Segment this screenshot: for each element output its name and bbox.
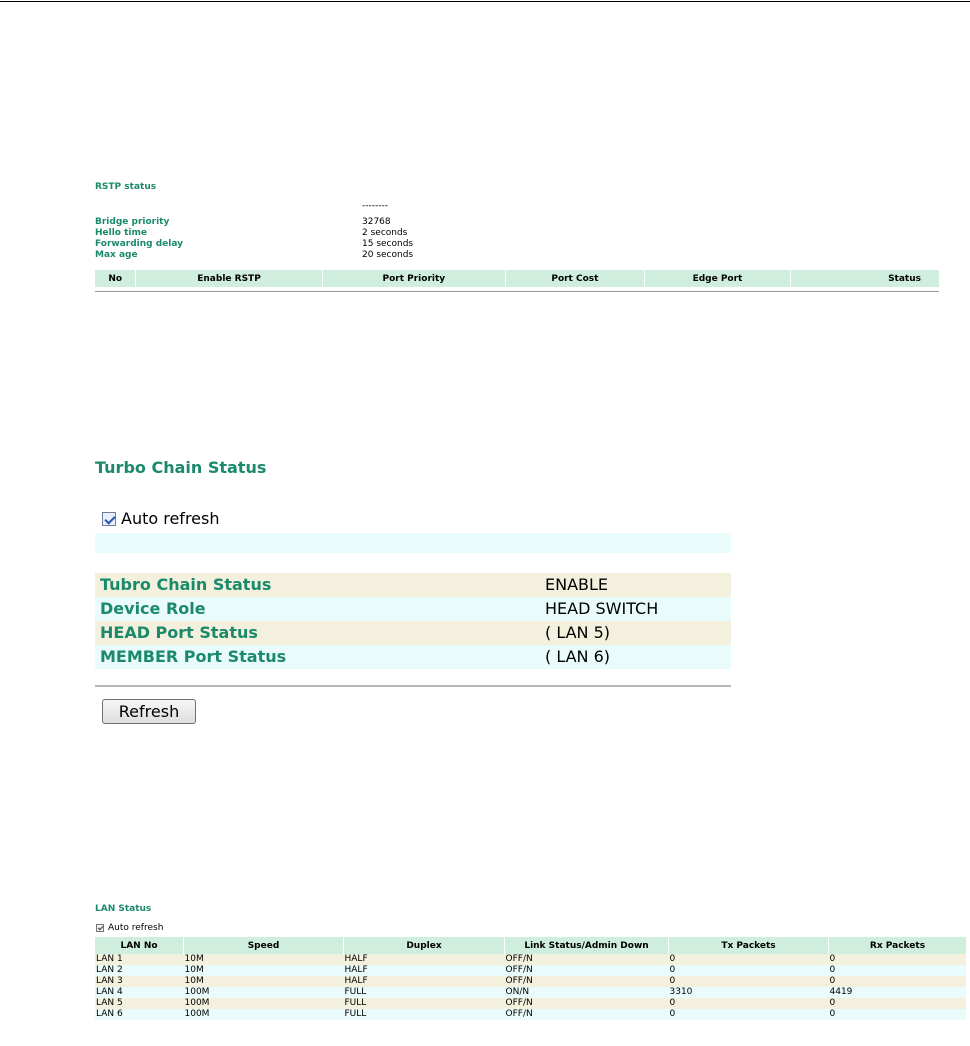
field-value: 32768: [362, 217, 391, 227]
rstp-row-max-age: [95, 250, 495, 261]
lan-table-header: [95, 937, 966, 954]
field-value: 15 seconds: [362, 239, 414, 249]
speed-cell: 100M: [184, 1009, 344, 1020]
speed-cell: 100M: [184, 987, 344, 998]
lan-no-cell: LAN 2: [95, 965, 184, 976]
rx-packets-cell: 4419: [829, 987, 967, 998]
column-header-duplex: Duplex: [344, 937, 505, 954]
rx-packets-cell: 0: [829, 1009, 967, 1020]
turbo-chain-status-table: [95, 573, 731, 669]
link-status-cell: OFF/N: [505, 976, 669, 987]
speed-cell: 10M: [184, 976, 344, 987]
field-value: ( LAN 5): [545, 623, 611, 642]
column-header-rx-packets: Rx Packets: [829, 937, 967, 954]
field-value: 2 seconds: [362, 228, 408, 238]
duplex-cell: HALF: [344, 965, 505, 976]
tc-row-chain-status: [95, 573, 731, 597]
column-header-lan-no: LAN No: [95, 937, 184, 954]
column-header-enable-rstp: Enable RSTP: [136, 270, 322, 287]
lan-no-cell: LAN 5: [95, 998, 184, 1009]
turbo-chain-blank-band: [95, 533, 731, 553]
speed-cell: 10M: [184, 954, 344, 965]
field-label: Hello time: [95, 228, 147, 238]
rstp-info-table: [95, 217, 495, 261]
tx-packets-cell: 0: [669, 1009, 829, 1020]
rx-packets-cell: 0: [829, 954, 967, 965]
field-value: 20 seconds: [362, 250, 414, 260]
tx-packets-cell: 3310: [669, 987, 829, 998]
field-value: HEAD SWITCH: [545, 599, 659, 618]
table-row: [95, 965, 966, 976]
column-header-port-priority: Port Priority: [322, 270, 506, 287]
lan-auto-refresh[interactable]: [96, 923, 163, 933]
table-row: [95, 998, 966, 1009]
top-border-line: [0, 1, 970, 2]
link-status-cell: OFF/N: [505, 998, 669, 1009]
link-status-cell: OFF/N: [505, 1009, 669, 1020]
field-label: Max age: [95, 250, 138, 260]
auto-refresh-label: Auto refresh: [121, 509, 220, 528]
field-value: ( LAN 6): [545, 647, 611, 666]
column-header-tx-packets: Tx Packets: [669, 937, 829, 954]
link-status-cell: ON/N: [505, 987, 669, 998]
tx-packets-cell: 0: [669, 965, 829, 976]
rstp-section-title: RSTP status: [95, 182, 157, 192]
auto-refresh-checkbox[interactable]: [102, 512, 116, 526]
link-status-cell: OFF/N: [505, 965, 669, 976]
rstp-dashes: --------: [362, 201, 388, 211]
duplex-cell: HALF: [344, 954, 505, 965]
rstp-row-forwarding-delay: [95, 239, 495, 250]
lan-no-cell: LAN 3: [95, 976, 184, 987]
duplex-cell: HALF: [344, 976, 505, 987]
field-label: MEMBER Port Status: [100, 647, 287, 666]
lan-auto-refresh-checkbox[interactable]: [96, 924, 104, 932]
lan-no-cell: LAN 1: [95, 954, 184, 965]
lan-auto-refresh-label: Auto refresh: [108, 923, 164, 933]
lan-status-table: [95, 937, 966, 1020]
turbo-chain-title: Turbo Chain Status: [95, 458, 267, 477]
turbo-chain-auto-refresh[interactable]: [102, 509, 219, 528]
column-header-status: Status: [791, 270, 939, 287]
field-label: Tubro Chain Status: [100, 575, 272, 594]
column-header-link-status: Link Status/Admin Down: [505, 937, 669, 954]
lan-status-title: LAN Status: [95, 904, 152, 914]
tc-row-member-port: [95, 645, 731, 669]
field-label: Device Role: [100, 599, 206, 618]
lan-no-cell: LAN 4: [95, 987, 184, 998]
duplex-cell: FULL: [344, 987, 505, 998]
tx-packets-cell: 0: [669, 976, 829, 987]
rx-packets-cell: 0: [829, 965, 967, 976]
tc-row-head-port: [95, 621, 731, 645]
field-label: Bridge priority: [95, 217, 170, 227]
field-value: ENABLE: [545, 575, 609, 594]
speed-cell: 100M: [184, 998, 344, 1009]
column-header-speed: Speed: [184, 937, 344, 954]
duplex-cell: FULL: [344, 1009, 505, 1020]
rstp-port-table: [95, 270, 939, 287]
rstp-row-bridge-priority: [95, 217, 495, 228]
column-header-port-cost: Port Cost: [506, 270, 645, 287]
rstp-divider: [95, 291, 939, 292]
turbo-chain-divider: [95, 685, 731, 687]
table-row: [95, 954, 966, 965]
rx-packets-cell: 0: [829, 976, 967, 987]
table-row: [95, 987, 966, 998]
column-header-edge-port: Edge Port: [644, 270, 790, 287]
duplex-cell: FULL: [344, 998, 505, 1009]
tc-row-device-role: [95, 597, 731, 621]
speed-cell: 10M: [184, 965, 344, 976]
rstp-row-hello-time: [95, 228, 495, 239]
link-status-cell: OFF/N: [505, 954, 669, 965]
field-label: Forwarding delay: [95, 239, 184, 249]
tx-packets-cell: 0: [669, 954, 829, 965]
column-header-no: No: [95, 270, 136, 287]
refresh-button[interactable]: Refresh: [102, 699, 196, 724]
table-row: [95, 976, 966, 987]
tx-packets-cell: 0: [669, 998, 829, 1009]
field-label: HEAD Port Status: [100, 623, 258, 642]
rstp-port-table-header: [95, 270, 939, 287]
lan-no-cell: LAN 6: [95, 1009, 184, 1020]
rx-packets-cell: 0: [829, 998, 967, 1009]
table-row: [95, 1009, 966, 1020]
